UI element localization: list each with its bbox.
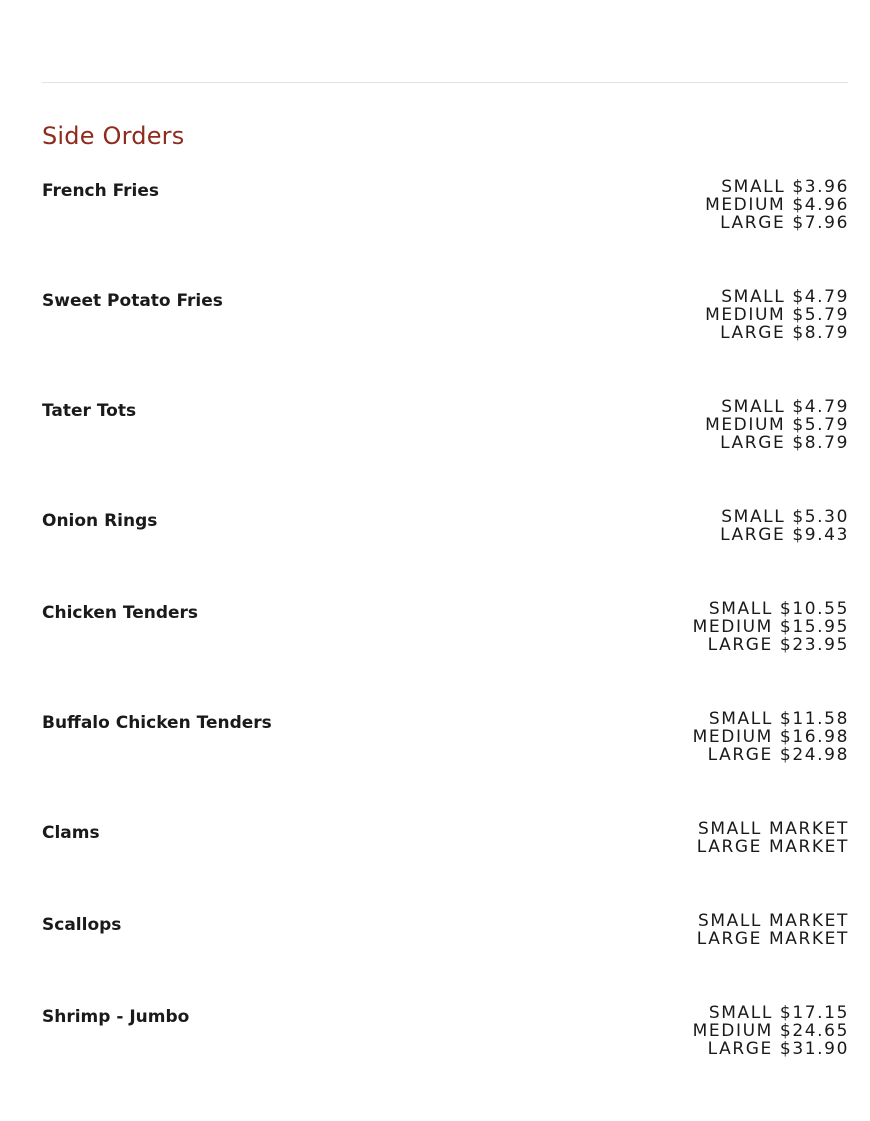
size-label: SMALL (708, 1003, 773, 1023)
price-value: $3.96 (792, 177, 849, 197)
menu-item (42, 710, 848, 820)
size-label: LARGE (720, 433, 786, 453)
size-label: SMALL (697, 819, 762, 839)
price-line (693, 728, 849, 746)
menu-item-prices (697, 820, 849, 856)
price-line (693, 1040, 849, 1058)
price-line (693, 1004, 849, 1022)
menu-item-prices (693, 600, 849, 654)
price-value: $7.96 (792, 213, 849, 233)
price-value: $16.98 (779, 727, 849, 747)
section-divider (42, 82, 848, 83)
price-value: $10.55 (779, 599, 849, 619)
price-value: $11.58 (779, 709, 849, 729)
section-title: Side Orders (42, 122, 185, 150)
size-label: LARGE (720, 525, 786, 545)
size-label: MEDIUM (705, 305, 786, 325)
size-label: SMALL (697, 911, 762, 931)
size-label: SMALL (721, 507, 786, 527)
price-value: $31.90 (779, 1039, 849, 1059)
size-label: SMALL (721, 287, 786, 307)
menu-item-name: French Fries (42, 181, 160, 201)
menu-item-prices (705, 178, 849, 232)
menu-item (42, 508, 848, 600)
menu-item-name: Chicken Tenders (42, 603, 199, 623)
price-value: $24.98 (779, 745, 849, 765)
menu-item-name: Sweet Potato Fries (42, 291, 223, 311)
price-value: MARKET (769, 837, 849, 857)
price-value: MARKET (769, 929, 849, 949)
price-value: $4.79 (792, 397, 849, 417)
price-value: $15.95 (779, 617, 849, 637)
price-line (705, 324, 849, 342)
price-value: $8.79 (792, 433, 849, 453)
size-label: LARGE (707, 745, 773, 765)
menu-item-prices (697, 912, 849, 948)
price-line (720, 508, 849, 526)
menu-item-name: Scallops (42, 915, 122, 935)
price-value: $4.79 (792, 287, 849, 307)
price-line (693, 636, 849, 654)
menu-item-prices (705, 398, 849, 452)
price-line (697, 930, 849, 948)
price-value: $4.96 (792, 195, 849, 215)
price-line (693, 618, 849, 636)
price-line (705, 434, 849, 452)
price-value: $17.15 (779, 1003, 849, 1023)
price-value: $5.79 (792, 415, 849, 435)
menu-item (42, 288, 848, 398)
menu-item-prices (720, 508, 849, 544)
price-line (693, 746, 849, 764)
size-label: LARGE (720, 323, 786, 343)
price-line (705, 288, 849, 306)
size-label: LARGE (707, 1039, 773, 1059)
menu-item (42, 178, 848, 288)
price-value: MARKET (769, 819, 849, 839)
size-label: MEDIUM (692, 1021, 773, 1041)
price-line (697, 838, 849, 856)
price-line (705, 178, 849, 196)
price-value: MARKET (769, 911, 849, 931)
size-label: LARGE (720, 213, 786, 233)
price-value: $9.43 (792, 525, 849, 545)
menu-item (42, 820, 848, 912)
price-line (693, 600, 849, 618)
menu-item-prices (705, 288, 849, 342)
size-label: LARGE (707, 635, 773, 655)
size-label: SMALL (721, 397, 786, 417)
size-label: MEDIUM (705, 195, 786, 215)
size-label: SMALL (721, 177, 786, 197)
price-value: $5.30 (792, 507, 849, 527)
price-line (693, 710, 849, 728)
menu-item-list (42, 178, 848, 1114)
price-line (720, 526, 849, 544)
price-line (705, 196, 849, 214)
price-line (705, 398, 849, 416)
menu-item (42, 398, 848, 508)
price-value: $23.95 (779, 635, 849, 655)
menu-item-name: Buffalo Chicken Tenders (42, 713, 272, 733)
size-label: LARGE (696, 929, 762, 949)
price-line (693, 1022, 849, 1040)
menu-item-prices (693, 710, 849, 764)
price-line (705, 214, 849, 232)
menu-item (42, 600, 848, 710)
price-line (697, 820, 849, 838)
size-label: MEDIUM (692, 727, 773, 747)
size-label: MEDIUM (705, 415, 786, 435)
size-label: MEDIUM (692, 617, 773, 637)
price-line (705, 306, 849, 324)
menu-item (42, 912, 848, 1004)
price-value: $5.79 (792, 305, 849, 325)
price-line (705, 416, 849, 434)
price-value: $24.65 (779, 1021, 849, 1041)
menu-item-name: Tater Tots (42, 401, 137, 421)
menu-item-prices (693, 1004, 849, 1058)
size-label: SMALL (708, 599, 773, 619)
size-label: LARGE (696, 837, 762, 857)
menu-item-name: Onion Rings (42, 511, 158, 531)
menu-item-name: Clams (42, 823, 100, 843)
size-label: SMALL (708, 709, 773, 729)
price-line (697, 912, 849, 930)
menu-item (42, 1004, 848, 1114)
menu-item-name: Shrimp - Jumbo (42, 1007, 190, 1027)
price-value: $8.79 (792, 323, 849, 343)
